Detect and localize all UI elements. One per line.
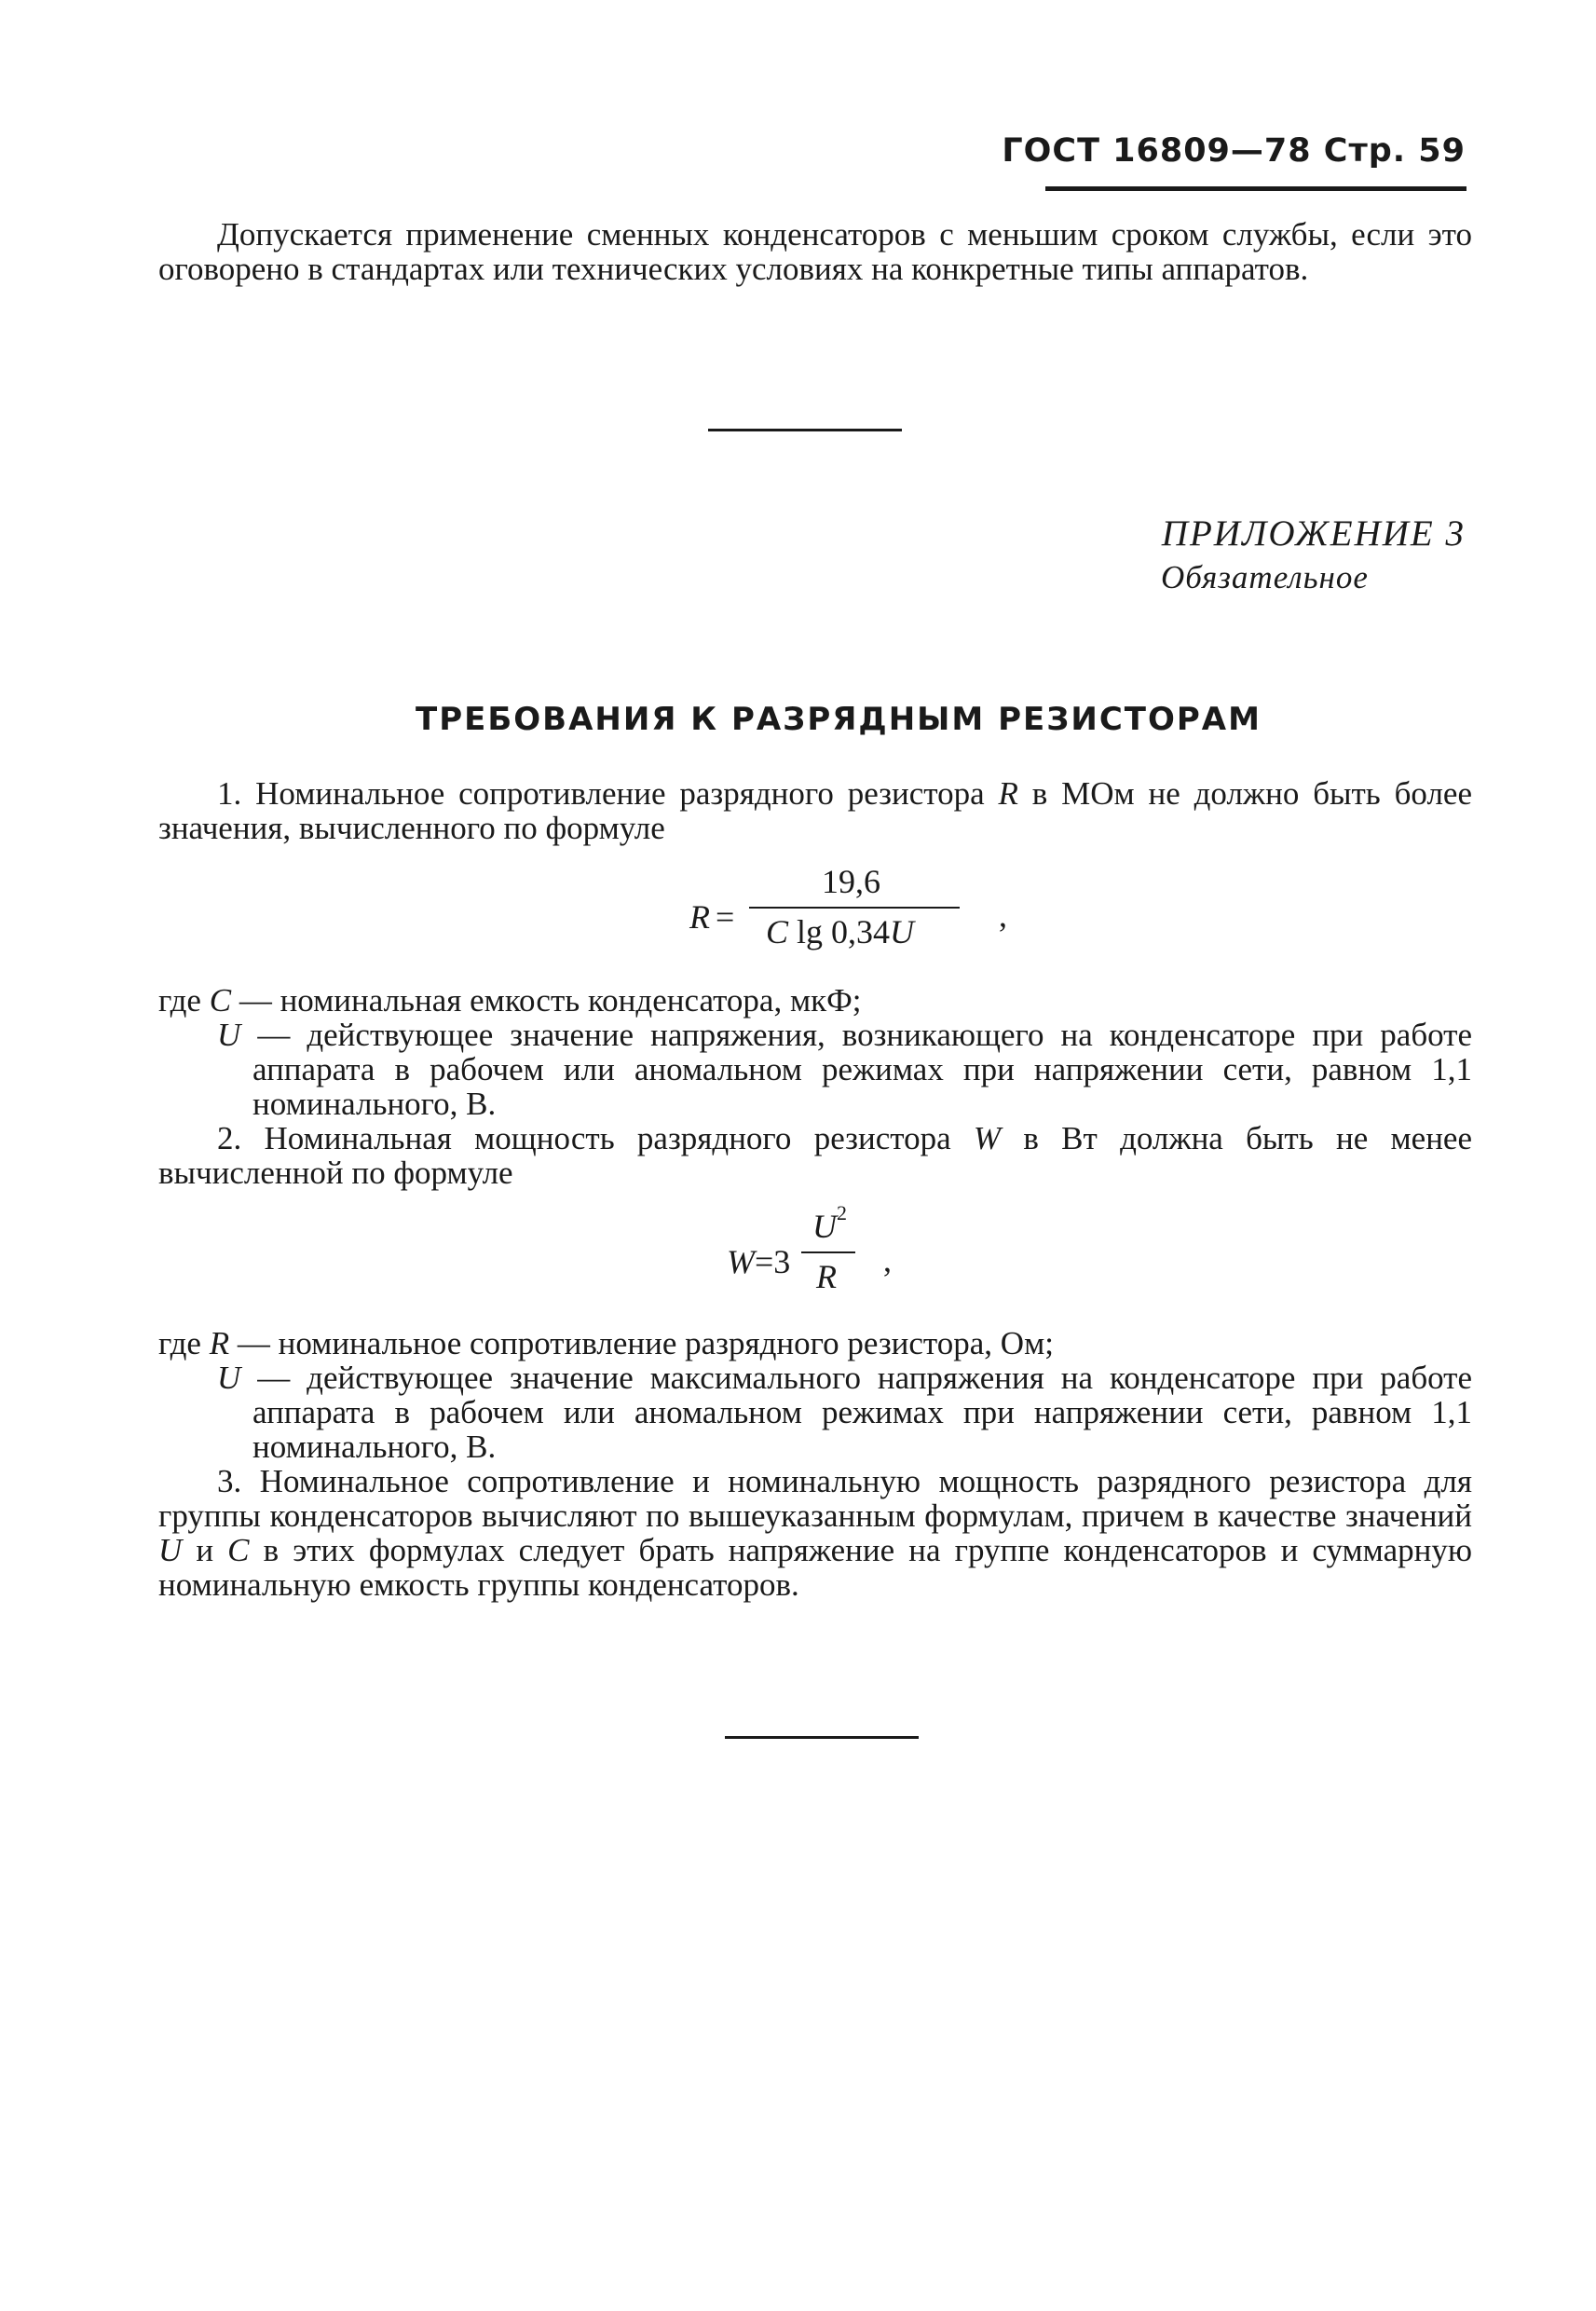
- defs-1-u-var: U: [217, 1017, 241, 1053]
- item-2-var: W: [973, 1120, 1002, 1156]
- formula-2-eq: =3: [755, 1243, 791, 1280]
- defs-1-c-text: — номинальная емкость конденсатора, мкФ;: [239, 982, 862, 1019]
- defs-1-u-text: — действующее значение напряжения, возникающего на конденсаторе при работе аппарата в рабочем или аномальном режимах при напряжении сети, равном 1,1 номинального, В.: [252, 1017, 1473, 1122]
- item-2-text-before: 2. Номинальная мощность разрядного резистора: [217, 1120, 951, 1156]
- defs-2-u: [217, 1361, 1472, 1464]
- defs-1-c-var: C: [209, 982, 232, 1019]
- section-title: ТРЕБОВАНИЯ К РАЗРЯДНЫМ РЕЗИСТОРАМ: [416, 701, 1262, 738]
- item-3: [158, 1464, 1472, 1602]
- page-header: ГОСТ 16809—78 Стр. 59: [1002, 132, 1466, 170]
- defs-2-where: где: [158, 1325, 201, 1361]
- formula-2: [727, 1201, 913, 1309]
- formula-2-sup: 2: [837, 1201, 847, 1224]
- formula-1-den-rest: lg 0,34: [797, 913, 891, 950]
- formula-1-comma: ,: [999, 896, 1007, 934]
- formula-1-eq: =: [716, 898, 735, 936]
- defs-2-u-text: — действующее значение максимального напряжения на конденсаторе при работе аппарата в рабочем или аномальном режимах при напряжении сети, равном 1,1 номинального, В.: [252, 1360, 1472, 1465]
- item-3-var-c: C: [227, 1532, 250, 1568]
- formula-1-lhs: R: [689, 898, 710, 936]
- appendix-label: ПРИЛОЖЕНИЕ 3: [1161, 513, 1466, 554]
- formula-2-fraction-bar: [801, 1251, 855, 1253]
- item-2: [158, 1121, 1472, 1190]
- formula-2-lhs: W: [727, 1243, 755, 1280]
- item-3-var-u: U: [158, 1532, 183, 1568]
- defs-2-r-text: — номинальное сопротивление разрядного резистора, Ом;: [237, 1325, 1054, 1361]
- item-3-text-2: и: [196, 1532, 214, 1568]
- defs-1-u: [217, 1018, 1472, 1121]
- separator-bottom: [725, 1736, 919, 1739]
- item-3-text-1: 3. Номинальное сопротивление и номинальную мощность разрядного резистора для группы конденсаторов вычисляют по вышеуказанным формулам, причем в качестве значений: [158, 1463, 1472, 1534]
- defs-1-where: где: [158, 982, 201, 1019]
- item-3-text-3: в этих формулах следует брать напряжение на группе конденсаторов и суммарную номинальную емкость группы конденсаторов.: [158, 1532, 1472, 1603]
- item-1: [158, 776, 1472, 845]
- formula-1: [689, 862, 1025, 964]
- separator-top: [708, 429, 902, 431]
- formula-1-den-var2: U: [890, 913, 915, 950]
- defs-2-r-var: R: [209, 1325, 230, 1361]
- defs-2-u-var: U: [217, 1360, 241, 1396]
- formula-2-numerator: U: [812, 1208, 837, 1245]
- appendix-status: Обязательное: [1161, 559, 1369, 595]
- formula-1-denominator: [766, 912, 914, 951]
- defs-1-c: [158, 983, 1472, 1018]
- formula-1-den-var: C: [766, 913, 789, 950]
- item-1-var: R: [998, 775, 1018, 812]
- item-1-text-after: в МОм не должно быть более значения, вычисленного по формуле: [158, 775, 1473, 846]
- header-rule: [1045, 186, 1466, 191]
- item-1-text-before: 1. Номинальное сопротивление разрядного резистора: [217, 775, 985, 812]
- formula-2-denominator: R: [816, 1258, 837, 1295]
- intro-paragraph: Допускается применение сменных конденсаторов с меньшим сроком службы, если это оговорено в стандартах или технических условиях на конкретные типы аппаратов.: [158, 216, 1472, 287]
- defs-2-r: [158, 1326, 1472, 1361]
- formula-2-comma: ,: [883, 1241, 892, 1279]
- formula-1-numerator: 19,6: [822, 863, 880, 900]
- item-2-text-after: в Вт должна быть не менее вычисленной по формуле: [158, 1120, 1472, 1191]
- formula-1-fraction-bar: [749, 907, 960, 909]
